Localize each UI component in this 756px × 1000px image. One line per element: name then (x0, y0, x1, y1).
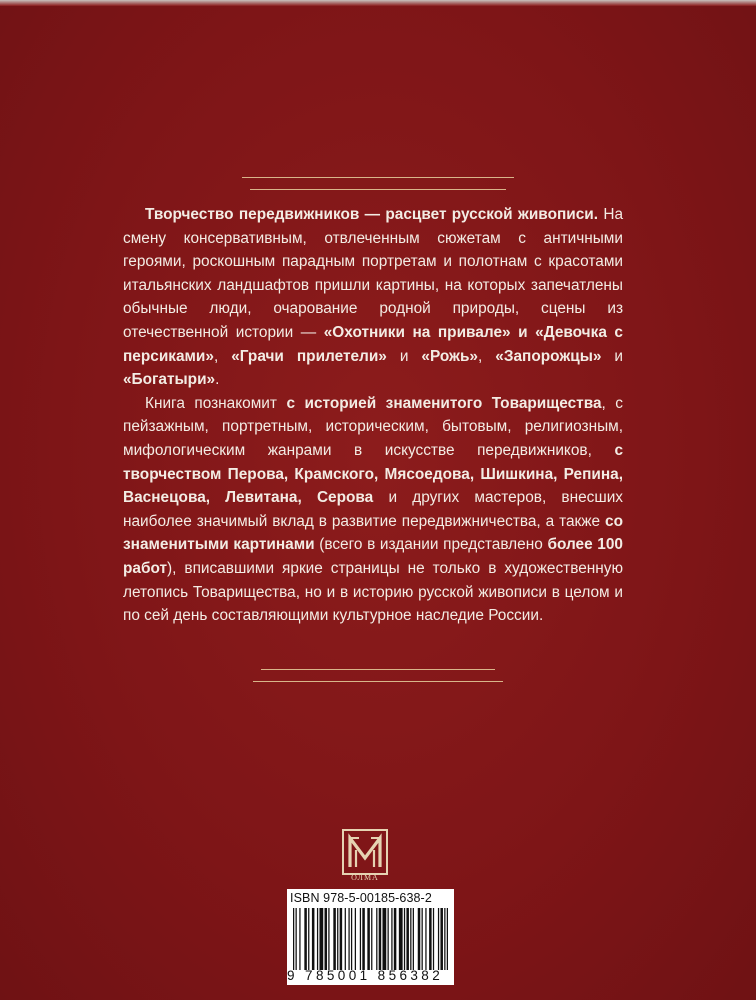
barcode-bar (319, 908, 323, 970)
barcode-bar (399, 908, 403, 970)
barcode-bar (355, 908, 356, 970)
barcode-bar (406, 908, 409, 970)
barcode-bar (394, 908, 397, 970)
barcode-label (287, 889, 454, 985)
p1-text-5: и (601, 347, 623, 365)
p2-text-1: Книга познакомит (145, 394, 287, 412)
annotation-text (123, 203, 623, 628)
barcode-bar (413, 908, 414, 970)
barcode-bar (388, 908, 389, 970)
barcode-digits: 9 785001 856382 (287, 968, 444, 983)
barcode-bar (345, 908, 346, 970)
logo-caption: ОЛМА (351, 873, 379, 882)
barcode-bar (317, 908, 318, 970)
p2-text-2: , с пейзажным, портретным, историческим, бытовым, религиозным, мифологическим жанрами в искусстве передвижников, (123, 394, 623, 459)
barcode-bar (308, 908, 309, 970)
barcode-bar (440, 908, 443, 970)
barcode-bars (293, 908, 448, 970)
bottom-rule-line-2 (253, 681, 503, 682)
barcode-bar (382, 908, 386, 970)
olma-logo-icon (341, 828, 389, 876)
barcode-bar (312, 908, 315, 970)
barcode-bar (367, 908, 370, 970)
barcode-bar (404, 908, 405, 970)
p1-bold-paintings-4: «Запорожцы» (495, 347, 602, 365)
barcode-bar (447, 908, 448, 970)
cover-top-edge (0, 0, 756, 6)
barcode-bar (429, 908, 432, 970)
barcode-bar (362, 908, 365, 970)
p1-text-3: и (386, 347, 422, 365)
barcode-bar (296, 908, 297, 970)
barcode-bar (348, 908, 349, 970)
barcode-bar (304, 908, 307, 970)
annotation-paragraph-2 (123, 392, 623, 628)
barcode-bar (433, 908, 434, 970)
barcode-bar (376, 908, 377, 970)
p1-bold-paintings-5: «Богатыри» (123, 371, 216, 389)
p1-text-6: . (215, 371, 220, 389)
barcode-bar (325, 908, 328, 970)
p2-text-4: (всего в издании представлено (314, 536, 548, 554)
p1-bold-paintings-1: «Охотники на привале» и «Девочка с персиками» (123, 323, 623, 365)
barcode-bar (425, 908, 426, 970)
p2-text-5: ), вписавшими яркие страницы не только в художественную летопись Товарищества, но и в историю русской живописи в целом и по сей день составляющими культурное наследие России. (123, 559, 623, 625)
p2-bold-count: более 100 работ (123, 536, 623, 577)
barcode-bar (371, 908, 372, 970)
barcode-bar (422, 908, 423, 970)
barcode-bar (379, 908, 382, 970)
isbn-number: ISBN 978-5-00185-638-2 (290, 891, 432, 905)
top-rule-line-1 (242, 177, 514, 178)
p2-bold-artists: с творчеством Перова, Крамского, Мясоедова, Шишкина, Репина, Васнецова, Левитана, Серова (123, 441, 623, 507)
lead-sentence: Творчество передвижников — расцвет русской живописи. (145, 206, 599, 223)
barcode-bar (293, 908, 294, 970)
barcode-bar (340, 908, 343, 970)
barcode-bar (299, 908, 300, 970)
barcode-bar (351, 908, 352, 970)
p1-text-1: На смену консервативным, отвлеченным сюжетам с античными героями, роскошным парадным портретам и полотнам с красотами итальянских ландшафтов пришли картины, на которых запечатлены обычные люди, очарование родной природы, сцены из отечественной истории — (123, 206, 623, 341)
barcode-bar (438, 908, 439, 970)
annotation-paragraph-1 (123, 203, 623, 392)
barcode-bar (410, 908, 411, 970)
barcode-bar (444, 908, 445, 970)
top-rule-line-2 (250, 189, 506, 190)
barcode-bar (418, 908, 421, 970)
bottom-rule-line-1 (261, 669, 495, 670)
barcode-bar (337, 908, 338, 970)
barcode-bar (360, 908, 361, 970)
barcode-bar (333, 908, 336, 970)
barcode-bar (391, 908, 392, 970)
p1-text-4: , (478, 347, 496, 365)
p1-text-2: , (213, 347, 232, 365)
p2-text-3: и других мастеров, внесших наиболее значимый вклад в развитие передвижничества, а также (123, 489, 623, 530)
p2-bold-history: с историей знаменитого Товарищества (286, 394, 602, 412)
barcode-bar (328, 908, 329, 970)
p1-bold-paintings-2: «Грачи прилетели» (231, 347, 387, 365)
p1-bold-paintings-3: «Рожь» (421, 347, 478, 365)
p2-bold-paintings: со знаменитыми картинами (123, 512, 623, 554)
